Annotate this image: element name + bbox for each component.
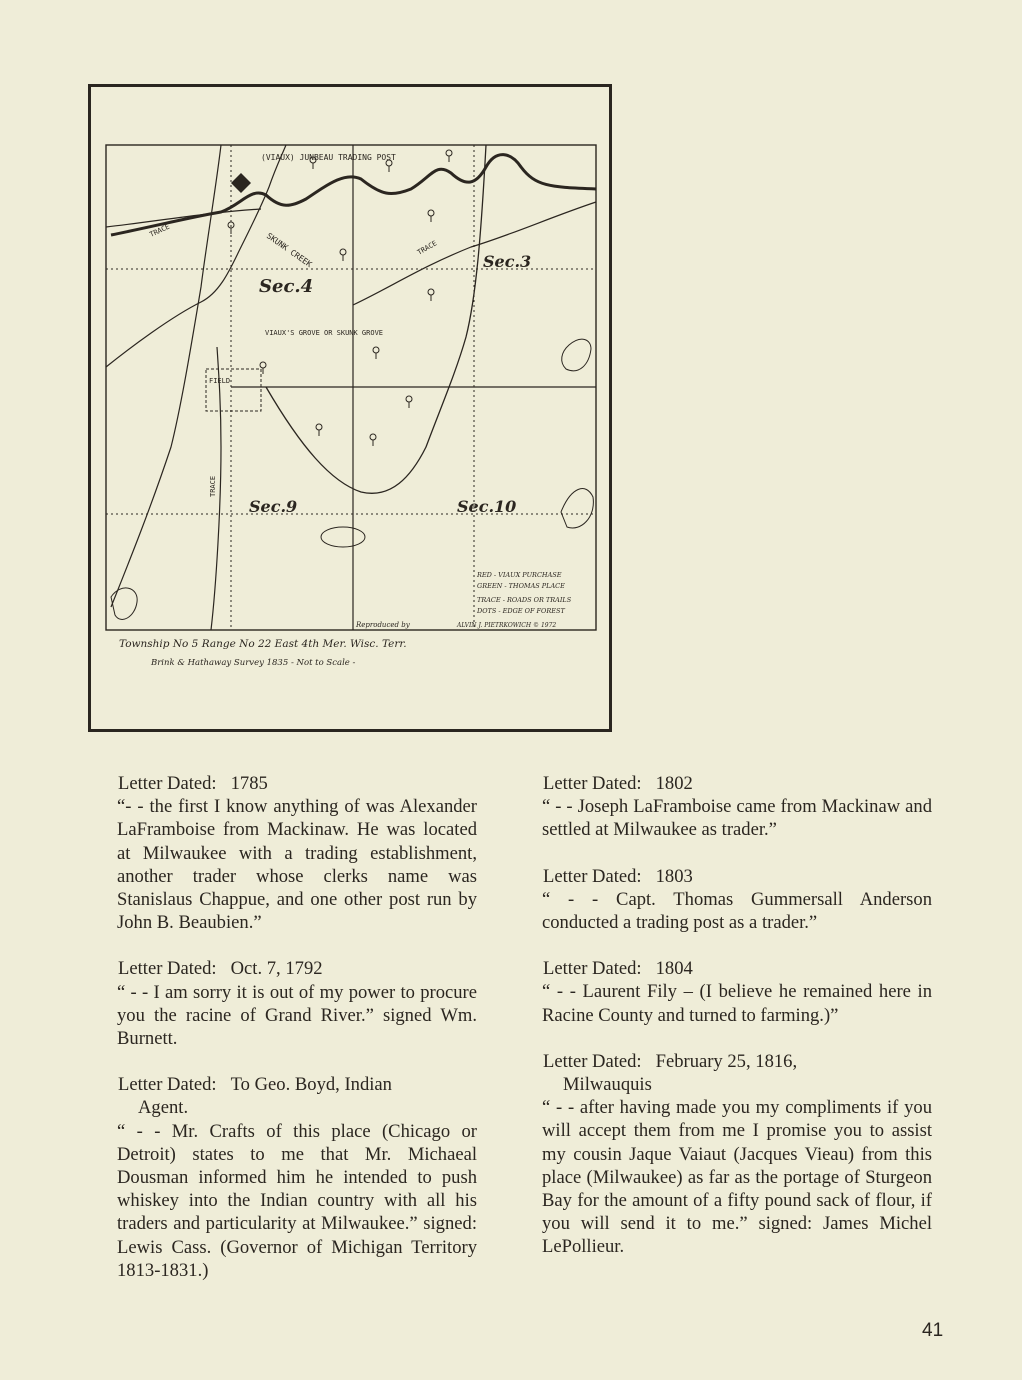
letter-label: Letter Dated: bbox=[118, 1074, 217, 1096]
letter-date: February 25, 1816, bbox=[655, 1050, 798, 1072]
label-trading-post: (VIAUX) JUNBEAU TRADING POST bbox=[261, 153, 396, 162]
legend-green: GREEN - THOMAS PLACE bbox=[477, 582, 565, 590]
legend-dots: DOTS - EDGE OF FOREST bbox=[477, 607, 565, 615]
letter-entry bbox=[542, 865, 932, 935]
letter-date-continued: Milwauquis bbox=[563, 1074, 652, 1096]
label-sec9: Sec.9 bbox=[249, 497, 298, 516]
trace-road-1 bbox=[106, 145, 286, 367]
letter-date: 1802 bbox=[655, 773, 693, 794]
letter-date: 1785 bbox=[230, 773, 268, 794]
label-trace-mid: TRACE bbox=[416, 239, 439, 257]
pond-1 bbox=[321, 527, 365, 547]
letter-text: “ - - Laurent Fily – (I believe he remained here in Racine County and turned to farming.)” bbox=[542, 981, 932, 1026]
map-caption-line1: Township No 5 Range No 22 East 4th Mer. Wisc. Terr. bbox=[119, 638, 407, 650]
letter-text: “- - the first I know anything of was Alexander LaFramboise from Mackinaw. He was located at Milwaukee with a trading establishment, another trader whose clerks name was Stanislaus Chappue, and one other post run by John B. Beaubien.” bbox=[117, 796, 477, 934]
label-sec3: Sec.3 bbox=[483, 252, 532, 271]
purchase-boundary bbox=[266, 145, 486, 493]
label-trace-top: TRACE bbox=[148, 222, 171, 239]
label-skunk-creek: SKUNK CREEK bbox=[264, 231, 314, 270]
letter-entry bbox=[542, 772, 932, 842]
letter-text: “ - - Mr. Crafts of this place (Chicago or Detroit) states to me that Mr. Michaeal Dousman informed him he intended to push whiskey into the Indian country with all his traders and particularity at Milwaukee.” signed: Lewis Cass. (Governor of Michigan Territory 1813-1831.) bbox=[117, 1120, 477, 1281]
letter-heading bbox=[542, 957, 932, 980]
letter-date: 1804 bbox=[655, 958, 693, 980]
letter-label: Letter Dated: bbox=[543, 773, 642, 794]
page-number: 41 bbox=[922, 1320, 944, 1341]
left-column bbox=[117, 772, 477, 1305]
letter-date: To Geo. Boyd, Indian bbox=[230, 1074, 392, 1096]
letter-entry bbox=[117, 772, 477, 934]
legend-trace: TRACE - ROADS OR TRAILS bbox=[477, 596, 572, 604]
letter-label: Letter Dated: bbox=[543, 1050, 642, 1072]
survey-map bbox=[88, 84, 612, 732]
letter-text: “ - - Joseph LaFramboise came from Mackinaw and settled at Milwaukee as trader.” bbox=[542, 796, 932, 841]
letter-entry bbox=[117, 957, 477, 1050]
letter-label: Letter Dated: bbox=[543, 958, 642, 980]
letter-date-continued: Agent. bbox=[138, 1097, 189, 1119]
pond-4 bbox=[111, 588, 137, 619]
label-sec4: Sec.4 bbox=[259, 276, 314, 297]
label-credit: ALVIN J. PIETRKOWICH © 1972 bbox=[457, 622, 557, 629]
label-field: FIELD bbox=[209, 377, 231, 385]
letter-label: Letter Dated: bbox=[118, 773, 217, 794]
letter-heading bbox=[542, 1050, 932, 1096]
letter-text: “ - - after having made you my compliments if you will accept them from me I promise you to assist my cousin Jaque Vaiaut (Jacques Vieau) from this place (Milwaukee) as far as the portage of Sturgeon Bay for the amount of a fifty pound sack of flour, if you will send it to me.” signed: James Michel LePollieur. bbox=[542, 1097, 932, 1258]
letter-entry bbox=[117, 1073, 477, 1282]
letter-heading bbox=[117, 1073, 477, 1119]
letter-date: Oct. 7, 1792 bbox=[230, 958, 323, 980]
trading-post-marker bbox=[231, 173, 251, 193]
pond-2 bbox=[562, 339, 591, 371]
letter-entry bbox=[542, 1050, 932, 1259]
letter-label: Letter Dated: bbox=[118, 958, 217, 980]
field-outline bbox=[206, 369, 261, 411]
letter-label: Letter Dated: bbox=[543, 865, 642, 887]
letter-text: “ - - I am sorry it is out of my power to procure you the racine of Grand River.” signed Wm. Burnett. bbox=[117, 981, 477, 1050]
map-caption-line2: Brink & Hathaway Survey 1835 - Not to Scale - bbox=[151, 658, 356, 668]
label-trace-left: TRACE bbox=[209, 475, 217, 497]
right-column bbox=[542, 772, 932, 1282]
letter-entry bbox=[542, 957, 932, 1027]
letter-heading bbox=[117, 772, 477, 795]
letter-text: “ - - Capt. Thomas Gummersall Anderson conducted a trading post as a trader.” bbox=[542, 888, 932, 934]
legend-red: RED - VIAUX PURCHASE bbox=[477, 571, 562, 579]
letter-heading bbox=[542, 772, 932, 795]
letter-heading bbox=[117, 957, 477, 980]
letter-date: 1803 bbox=[655, 865, 693, 887]
label-viaux-grove: VIAUX'S GROVE OR SKUNK GROVE bbox=[265, 329, 384, 337]
letter-heading bbox=[542, 865, 932, 888]
map-drawing bbox=[91, 87, 609, 729]
label-sec10: Sec.10 bbox=[457, 497, 517, 516]
label-reproduced: Reproduced by bbox=[356, 621, 410, 629]
pond-3 bbox=[561, 489, 593, 528]
